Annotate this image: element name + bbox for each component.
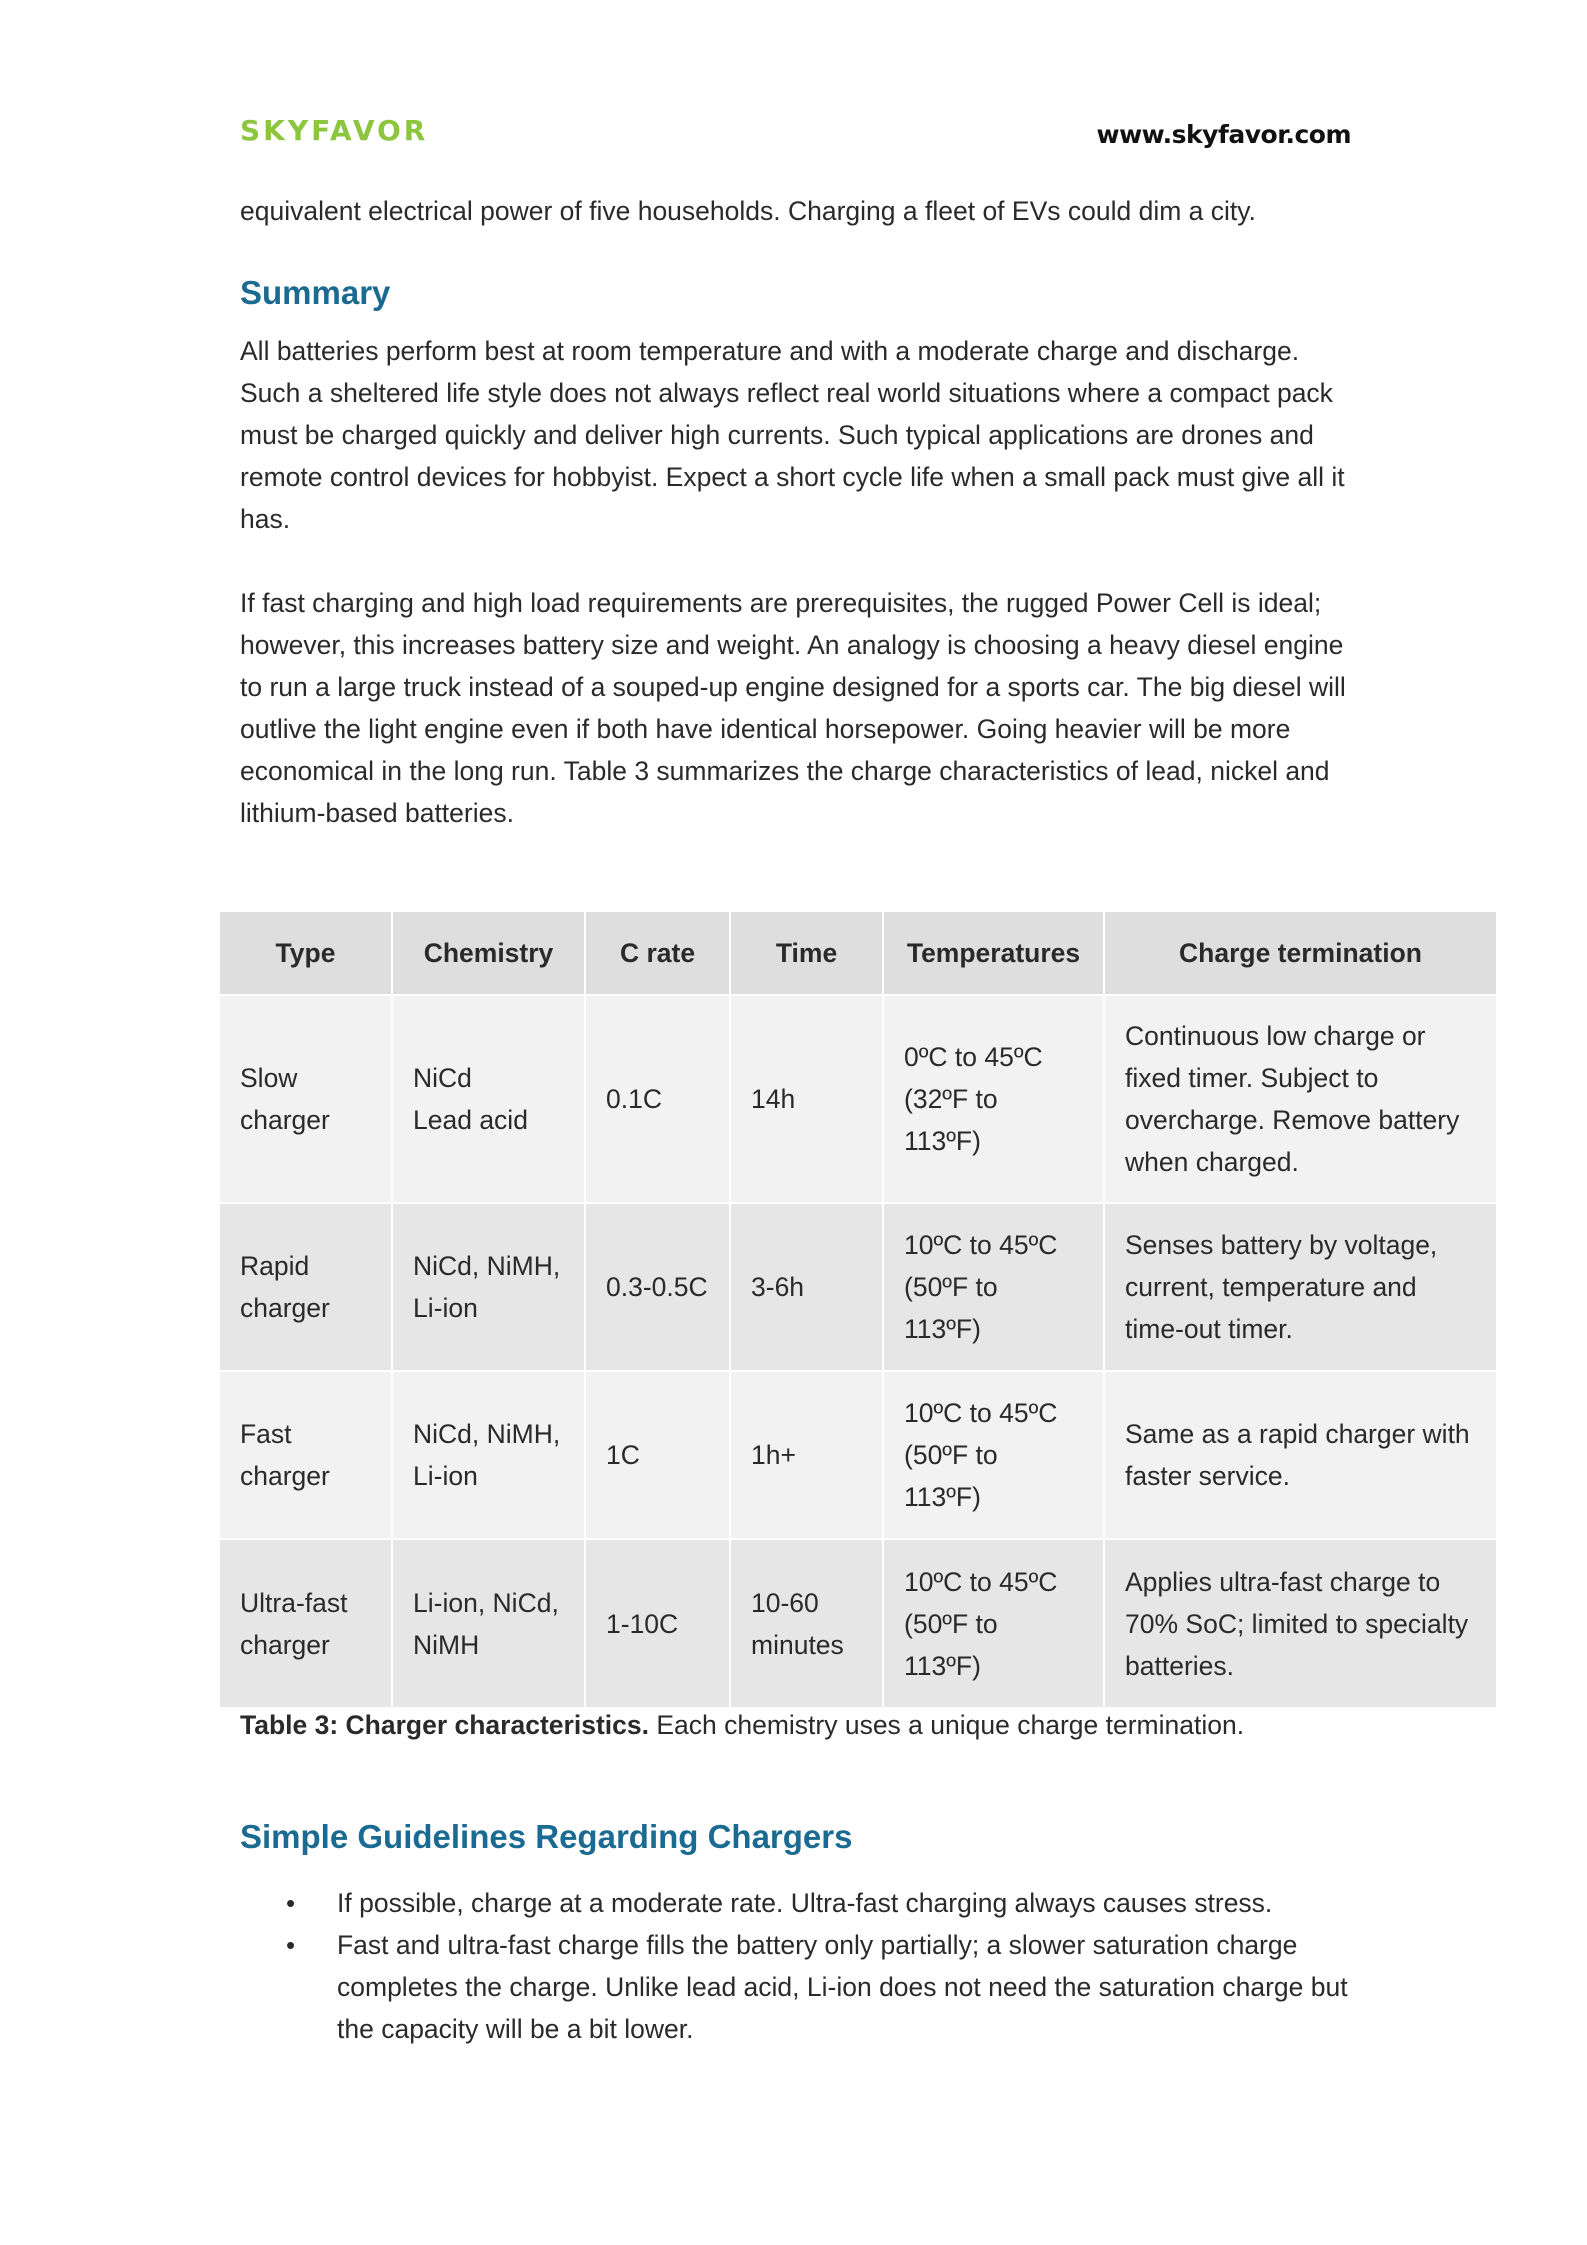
website-url[interactable]: www.skyfavor.com: [1096, 120, 1351, 149]
table-header-row: [220, 912, 1496, 995]
cell-time: 3-6h: [730, 1203, 883, 1371]
cell-c-rate: 1-10C: [585, 1539, 730, 1707]
cell-chemistry: NiCd Lead acid: [392, 995, 585, 1203]
table-row: [220, 1371, 1496, 1539]
cell-type: Rapid charger: [220, 1203, 392, 1371]
cell-termination: Same as a rapid charger with faster service.: [1104, 1371, 1496, 1539]
guidelines-heading: Simple Guidelines Regarding Chargers: [240, 1818, 853, 1855]
table-row: [220, 995, 1496, 1203]
header-chemistry: Chemistry: [392, 912, 585, 995]
summary-paragraph-1: All batteries perform best at room temperature and with a moderate charge and discharge. Such a sheltered life style does not always reflect real world situations where a compact pack must be charged quickly and deliver high currents. Such typical applications are drones and remote control devices for hobbyist. Expect a short cycle life when a small pack must give all it has.: [240, 336, 1345, 534]
list-item: • Fast and ultra-fast charge fills the battery only partially; a slower saturation charge completes the charge. Unlike lead acid, Li-ion does not need the saturation charge but the capacity will be a bit lower.: [240, 1924, 1360, 2050]
cell-time: 1h+: [730, 1371, 883, 1539]
cell-c-rate: 0.1C: [585, 995, 730, 1203]
header-time: Time: [730, 912, 883, 995]
header-temperatures: Temperatures: [883, 912, 1104, 995]
table-caption: [240, 1710, 1244, 1741]
summary-paragraph-2: If fast charging and high load requirements are prerequisites, the rugged Power Cell is ideal; however, this increases battery size and weight. An analogy is choosing a heavy diesel engine to run a large truck instead of a souped-up engine designed for a sports car. The big diesel will outlive the light engine even if both have identical horsepower. Going heavier will be more economical in the long run. Table 3 summarizes the charge characteristics of lead, nickel and lithium-based batteries.: [240, 588, 1346, 828]
table-row: [220, 1539, 1496, 1707]
cell-c-rate: 0.3-0.5C: [585, 1203, 730, 1371]
summary-heading: Summary: [240, 274, 391, 311]
cell-chemistry: NiCd, NiMH, Li-ion: [392, 1371, 585, 1539]
guidelines-section: [240, 1816, 1360, 2050]
cell-time: 14h: [730, 995, 883, 1203]
cell-type: Ultra-fast charger: [220, 1539, 392, 1707]
cell-temperatures: 10ºC to 45ºC (50ºF to 113ºF): [883, 1371, 1104, 1539]
table-row: [220, 1203, 1496, 1371]
cell-termination: Senses battery by voltage, current, temperature and time-out timer.: [1104, 1203, 1496, 1371]
cell-termination: Continuous low charge or fixed timer. Subject to overcharge. Remove battery when charged.: [1104, 995, 1496, 1203]
cell-type: Fast charger: [220, 1371, 392, 1539]
cell-chemistry: Li-ion, NiCd, NiMH: [392, 1539, 585, 1707]
intro-paragraph: equivalent electrical power of five households. Charging a fleet of EVs could dim a city.: [240, 196, 1256, 226]
caption-title: Table 3: Charger characteristics.: [240, 1710, 649, 1740]
charger-characteristics-table: [220, 912, 1496, 1707]
cell-temperatures: 10ºC to 45ºC (50ºF to 113ºF): [883, 1203, 1104, 1371]
cell-type: Slow charger: [220, 995, 392, 1203]
bullet-icon: •: [286, 1888, 296, 1918]
main-content: [240, 190, 1360, 834]
caption-text: Each chemistry uses a unique charge termination.: [648, 1710, 1245, 1740]
cell-time: 10-60 minutes: [730, 1539, 883, 1707]
guidelines-list: [240, 1882, 1360, 2050]
cell-c-rate: 1C: [585, 1371, 730, 1539]
header-charge-termination: Charge termination: [1104, 912, 1496, 995]
cell-chemistry: NiCd, NiMH, Li-ion: [392, 1203, 585, 1371]
list-item: • If possible, charge at a moderate rate. Ultra-fast charging always causes stress.: [240, 1882, 1360, 1924]
skyfavor-logo: SKYFAVOR: [240, 114, 429, 147]
cell-termination: Applies ultra-fast charge to 70% SoC; limited to specialty batteries.: [1104, 1539, 1496, 1707]
cell-temperatures: 10ºC to 45ºC (50ºF to 113ºF): [883, 1539, 1104, 1707]
cell-temperatures: 0ºC to 45ºC (32ºF to 113ºF): [883, 995, 1104, 1203]
header-type: Type: [220, 912, 392, 995]
bullet-icon: •: [286, 1930, 296, 1960]
header-c-rate: C rate: [585, 912, 730, 995]
